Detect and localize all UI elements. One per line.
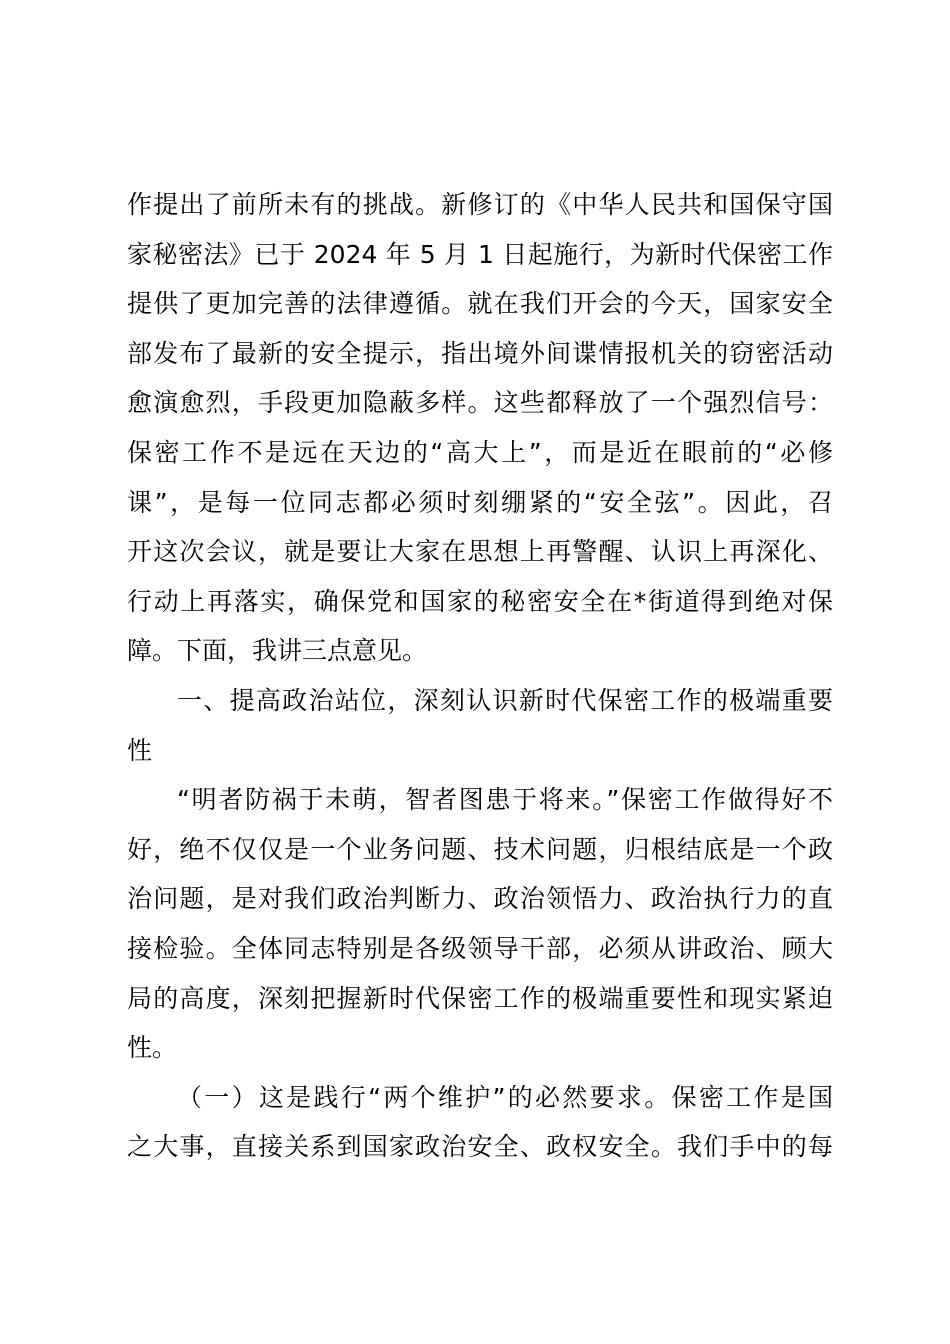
paragraph-line: 局的高度，深刻把握新时代保密工作的极端重要性和现实紧迫 bbox=[127, 983, 833, 1013]
document-body bbox=[127, 180, 833, 1172]
paragraph-line: 之大事，直接关系到国家政治安全、政权安全。我们手中的每 bbox=[127, 1132, 833, 1162]
paragraph-line: 治问题，是对我们政治判断力、政治领悟力、政治执行力的直 bbox=[127, 884, 833, 914]
paragraph-line: 家秘密法》已于 2024 年 5 月 1 日起施行，为新时代保密工作 bbox=[127, 239, 833, 269]
section-heading: 一、提高政治站位，深刻认识新时代保密工作的极端重要 bbox=[177, 685, 833, 715]
paragraph-line: “明者防祸于未萌，智者图患于将来。”保密工作做得好不 bbox=[177, 785, 833, 815]
section-heading-continuation: 性 bbox=[127, 735, 153, 765]
paragraph-line: 开这次会议，就是要让大家在思想上再警醒、认识上再深化、 bbox=[127, 537, 833, 567]
paragraph-line: 行动上再落实，确保党和国家的秘密安全在*街道得到绝对保 bbox=[127, 586, 833, 616]
paragraph-line: 部发布了最新的安全提示，指出境外间谍情报机关的窃密活动 bbox=[127, 338, 833, 368]
paragraph-line: 障。下面，我讲三点意见。 bbox=[127, 636, 428, 666]
subsection-line: （一）这是践行“两个维护”的必然要求。保密工作是国 bbox=[177, 1082, 833, 1112]
paragraph-line: 作提出了前所未有的挑战。新修订的《中华人民共和国保守国 bbox=[127, 190, 833, 219]
paragraph-line: 课”，是每一位同志都必须时刻绷紧的“安全弦”。因此，召 bbox=[127, 487, 833, 517]
paragraph-line: 保密工作不是远在天边的“高大上”，而是近在眼前的“必修 bbox=[127, 437, 833, 467]
paragraph-line: 接检验。全体同志特别是各级领导干部，必须从讲政治、顾大 bbox=[127, 933, 833, 963]
paragraph-line: 愈演愈烈，手段更加隐蔽多样。这些都释放了一个强烈信号： bbox=[127, 388, 833, 418]
paragraph-line: 提供了更加完善的法律遵循。就在我们开会的今天，国家安全 bbox=[127, 289, 833, 319]
paragraph-line: 性。 bbox=[127, 1033, 178, 1063]
paragraph-line: 好，绝不仅仅是一个业务问题、技术问题，归根结底是一个政 bbox=[127, 834, 833, 864]
